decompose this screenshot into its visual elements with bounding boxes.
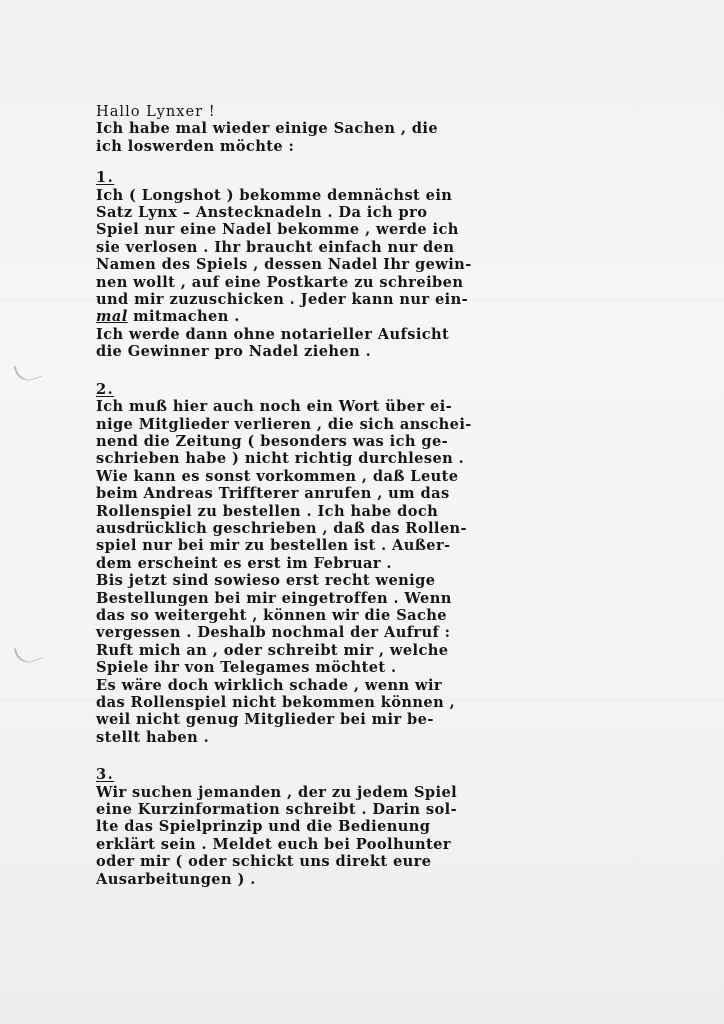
text-line: spiel nur bei mir zu bestellen ist . Außer- (96, 537, 451, 555)
text-line: nend die Zeitung ( besonders was ich ge- (96, 432, 449, 450)
text-fragment: mitmachen . (127, 308, 240, 326)
text-line: Ich werde dann ohne notarieller Aufsicht (96, 325, 450, 343)
text-line: Ausarbeitungen ) . (96, 870, 256, 888)
spacer (96, 155, 626, 169)
text-line: die Gewinner pro Nadel ziehen . (96, 343, 372, 361)
section-number: 1. (96, 169, 115, 187)
text-line: eine Kurzinformation schreibt . Darin sol- (96, 801, 458, 819)
spacer (96, 746, 626, 766)
intro-line: Ich habe mal wieder einige Sachen , die (96, 120, 439, 138)
text-line: Es wäre doch wirklich schade , wenn wir (96, 676, 443, 694)
text-line: Bis jetzt sind sowieso erst recht wenige (96, 572, 436, 590)
greeting: Hallo Lynxer ! (96, 103, 216, 120)
section-number: 2. (96, 380, 115, 398)
text-line (96, 308, 626, 325)
text-line: lte das Spielprinzip und die Bedienung (96, 818, 431, 836)
text-line: dem erscheint es erst im Februar . (96, 554, 392, 572)
emphasized-word: mal (96, 308, 128, 326)
text-line: vergessen . Deshalb nochmal der Aufruf : (96, 624, 451, 642)
text-line: das so weitergeht , können wir die Sache (96, 606, 447, 624)
text-line: Namen des Spiels , dessen Nadel Ihr gewin- (96, 256, 472, 274)
text-line: Wie kann es sonst vorkommen , daß Leute (96, 467, 459, 485)
text-line: Spiel nur eine Nadel bekomme , werde ich (96, 221, 459, 239)
text-line: Spiele ihr von Telegames möchtet . (96, 659, 397, 677)
text-line: Ich muß hier auch noch ein Wort über ei- (96, 398, 453, 416)
text-line: Rollenspiel zu bestellen . Ich habe doch (96, 502, 439, 520)
text-line: erklärt sein . Meldet euch bei Poolhunter (96, 835, 451, 853)
text-line: weil nicht genug Mitglieder bei mir be- (96, 711, 434, 729)
text-line: nige Mitglieder verlieren , die sich anschei- (96, 415, 472, 433)
text-line: beim Andreas Triffterer anrufen , um das (96, 485, 450, 503)
text-line: und mir zuzuschicken . Jeder kann nur ein- (96, 291, 469, 309)
text-line: ausdrücklich geschrieben , daß das Rollen- (96, 519, 467, 537)
text-line: oder mir ( oder schickt uns direkt eure (96, 853, 432, 871)
punch-hole-mark (13, 640, 42, 666)
text-line: Wir suchen jemanden , der zu jedem Spiel (96, 783, 458, 801)
section-number: 3. (96, 766, 115, 784)
text-line: Bestellungen bei mir eingetroffen . Wenn (96, 589, 452, 607)
section-2 (96, 381, 626, 747)
text-line: Ruft mich an , oder schreibt mir , welche (96, 641, 449, 659)
section-1 (96, 169, 626, 360)
text-line: stellt haben . (96, 728, 210, 746)
section-3 (96, 766, 626, 888)
spacer (96, 361, 626, 381)
text-line: das Rollenspiel nicht bekommen können , (96, 694, 456, 711)
text-line: nen wollt , auf eine Postkarte zu schreiben (96, 273, 464, 291)
text-line: Ich ( Longshot ) bekomme demnächst ein (96, 186, 453, 204)
text-line: sie verlosen . Ihr braucht einfach nur den (96, 238, 455, 256)
intro-line: ich loswerden möchte : (96, 137, 295, 155)
text-line: schrieben habe ) nicht richtig durchlesen . (96, 450, 465, 468)
letter-body (96, 103, 626, 888)
text-line: Satz Lynx – Anstecknadeln . Da ich pro (96, 204, 428, 222)
punch-hole-mark (13, 358, 42, 384)
